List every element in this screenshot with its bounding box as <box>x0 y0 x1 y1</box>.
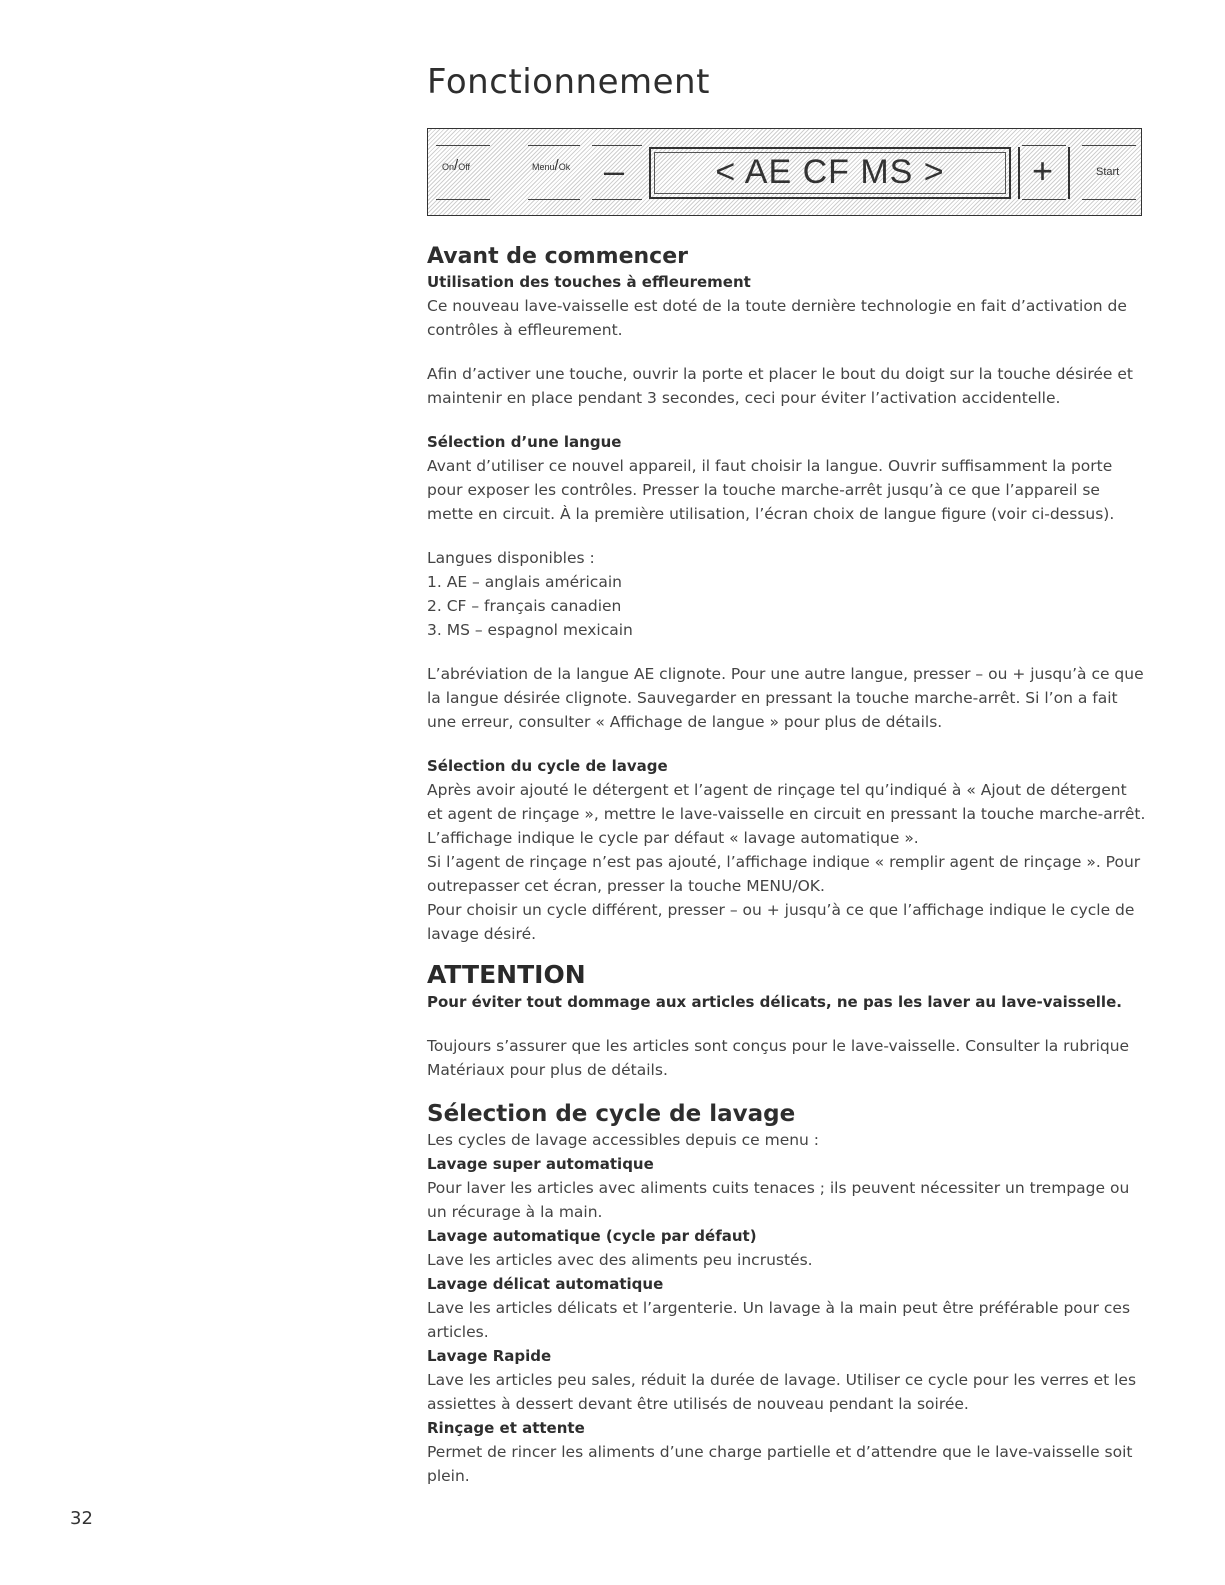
menu-ok-key: Menu/Ok <box>532 157 571 174</box>
paragraph: Pour choisir un cycle différent, presser – ou + jusqu’à ce que l’affichage indique le cycle de lavage désiré. <box>427 901 1135 943</box>
paragraph: Toujours s’assurer que les articles sont conçus pour le lave-vaisselle. Consulter la rubrique Matériaux pour plus de détails. <box>427 1037 1130 1079</box>
cycles-heading: Sélection de cycle de lavage <box>427 1101 796 1127</box>
paragraph: Avant d’utiliser ce nouvel appareil, il faut choisir la langue. Ouvrir suffisamment la porte pour exposer les contrôles. Presser la touche marche-arrêt jusqu’à ce que l’appareil se mette en circuit. À la première utilisation, l’écran choix de langue figure (voir ci-dessus). <box>427 457 1115 523</box>
cycle-description: Permet de rincer les aliments d’une charge partielle et d’attendre que le lave-vaisselle soit plein. <box>427 1443 1133 1485</box>
on-off-key: On/Off <box>442 157 471 174</box>
attention-heading: ATTENTION <box>427 960 586 989</box>
subheading-cycle: Sélection du cycle de lavage <box>427 757 668 775</box>
section-heading: Avant de commencer <box>427 244 688 269</box>
language-display <box>649 147 1011 199</box>
cycle-description: Lave les articles peu sales, réduit la durée de lavage. Utiliser ce cycle pour les verres et les assiettes à dessert devant être utilisés de nouveau pendant la soirée. <box>427 1371 1137 1413</box>
start-key: Start <box>1096 166 1120 178</box>
list-item: 1. AE – anglais américain <box>427 573 622 591</box>
attention-warning: Pour éviter tout dommage aux articles délicats, ne pas les laver au lave-vaisselle. <box>427 993 1122 1011</box>
cycle-description: Lave les articles avec des aliments peu incrustés. <box>427 1251 813 1269</box>
plus-key: + <box>1032 150 1054 191</box>
list-item: 2. CF – français canadien <box>427 597 622 615</box>
paragraph: Ce nouveau lave-vaisselle est doté de la toute dernière technologie en fait d’activation de contrôles à effleurement. <box>427 297 1127 339</box>
subheading-langue: Sélection d’une langue <box>427 433 622 451</box>
paragraph: Afin d’activer une touche, ouvrir la porte et placer le bout du doigt sur la touche désirée et maintenir en place pendant 3 secondes, ceci pour éviter l’activation accidentelle. <box>427 365 1133 407</box>
section-avant-de-commencer <box>427 244 1147 1488</box>
cycle-name: Rinçage et attente <box>427 1419 585 1437</box>
languages-intro: Langues disponibles : <box>427 549 595 567</box>
control-panel-illustration <box>427 128 1142 216</box>
cycle-name: Lavage super automatique <box>427 1155 654 1173</box>
cycles-intro: Les cycles de lavage accessibles depuis ce menu : <box>427 1131 820 1149</box>
paragraph: Après avoir ajouté le détergent et l’agent de rinçage tel qu’indiqué à « Ajout de détergent et agent de rinçage », mettre le lave-vaisselle en circuit en pressant la touche marche-arrêt. L’affichage indique le cycle par défaut « lavage automatique ». <box>427 781 1146 847</box>
display-text: < AE CF MS > <box>715 153 945 191</box>
languages-list <box>427 570 1147 642</box>
paragraph: Si l’agent de rinçage n’est pas ajouté, l’affichage indique « remplir agent de rinçage ». Pour outrepasser cet écran, presser la touche MENU/OK. <box>427 853 1141 895</box>
page-title: Fonctionnement <box>427 62 710 102</box>
cycle-name: Lavage automatique (cycle par défaut) <box>427 1227 757 1245</box>
cycle-name: Lavage Rapide <box>427 1347 552 1365</box>
list-item: 3. MS – espagnol mexicain <box>427 621 633 639</box>
cycle-description: Pour laver les articles avec aliments cuits tenaces ; ils peuvent nécessiter un trempage ou un récurage à la main. <box>427 1179 1130 1221</box>
cycle-description: Lave les articles délicats et l’argenterie. Un lavage à la main peut être préférable pour ces articles. <box>427 1299 1131 1341</box>
minus-key: – <box>604 150 625 191</box>
paragraph: L’abréviation de la langue AE clignote. Pour une autre langue, presser – ou + jusqu’à ce que la langue désirée clignote. Sauvegarder en pressant la touche marche-arrêt. Si l’on a fait une erreur, consulter « Affichage de langue » pour plus de détails. <box>427 665 1144 731</box>
page-number: 32 <box>70 1508 93 1529</box>
cycle-name: Lavage délicat automatique <box>427 1275 664 1293</box>
subheading-touches: Utilisation des touches à effleurement <box>427 273 751 291</box>
